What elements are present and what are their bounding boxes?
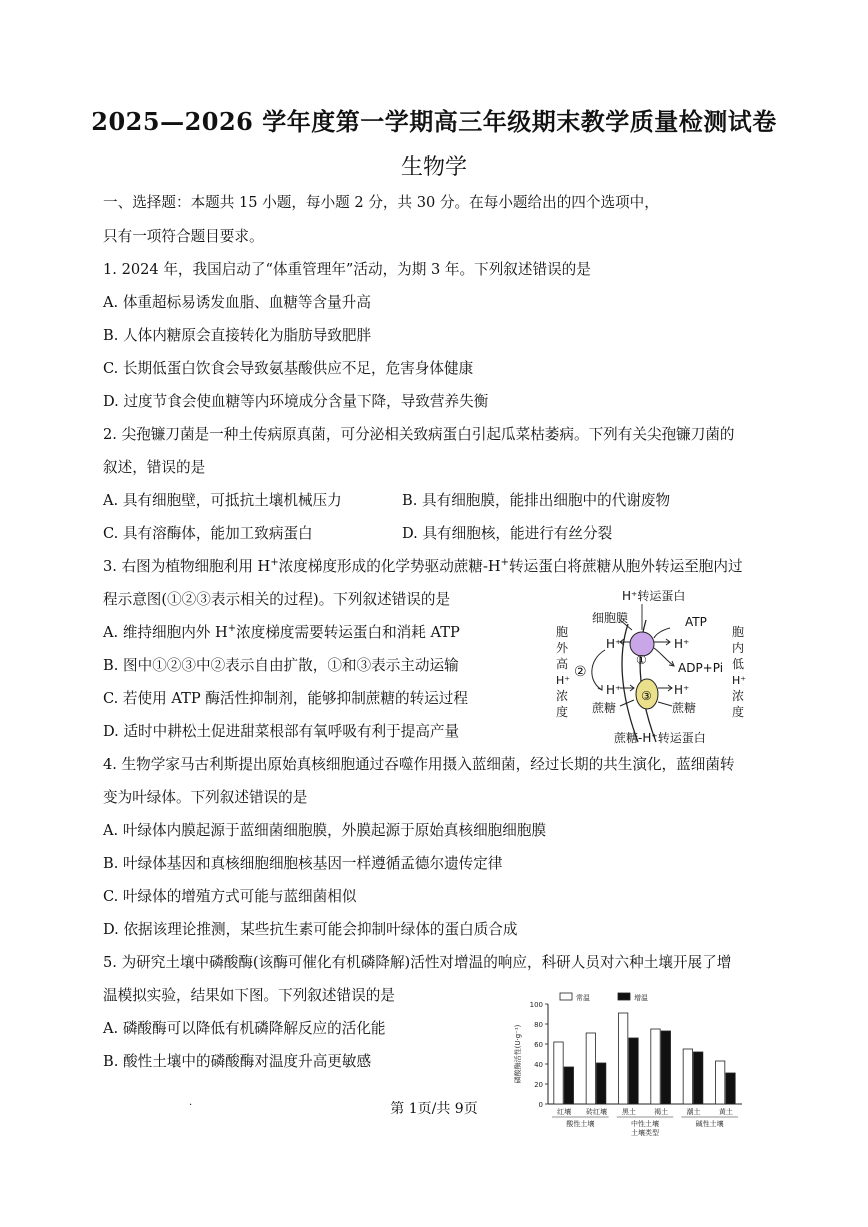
svg-text:胞: 胞	[556, 625, 569, 639]
section-heading-2: 只有一项符合题目要求。	[103, 228, 264, 245]
q1-stem: 1. 2024 年，我国启动了“体重管理年”活动，为期 3 年。下列叙述错误的是	[103, 261, 591, 278]
bar-warming	[694, 1052, 703, 1104]
bar-normal	[554, 1042, 563, 1104]
svg-text:H⁺: H⁺	[556, 674, 571, 687]
q4-stem-1: 4. 生物学家马古利斯提出原始真核细胞通过吞噬作用摄入蓝细菌，经过长期的共生演化，蓝细菌转	[103, 756, 735, 773]
label-sucrose-transporter: 蔗糖-H⁺转运蛋白	[614, 731, 706, 745]
bar-normal	[586, 1033, 595, 1104]
y-axis-label: 磷酸酶活性(U·g⁻¹)	[514, 1024, 522, 1084]
q5-stem-1: 5. 为研究土壤中磷酸酶(该酶可催化有机磷降解)活性对增温的响应，科研人员对六种土壤开展了增	[103, 954, 732, 971]
label-adp: ADP+Pi	[678, 661, 724, 675]
legend-swatch	[618, 993, 630, 1000]
label-h-left-top: H⁺	[606, 637, 622, 651]
svg-text:胞: 胞	[732, 625, 745, 639]
q5-option-b: B. 酸性土壤中的磷酸酶对温度升高更敏感	[103, 1053, 372, 1070]
legend-label: 常温	[576, 994, 590, 1002]
bar-warming	[629, 1038, 638, 1104]
category-label: 黄土	[718, 1108, 733, 1116]
label-p1: ①	[636, 653, 647, 667]
svg-text:浓: 浓	[732, 689, 745, 703]
label-h-right-bottom: H⁺	[674, 683, 690, 697]
q3-stem-1: 3. 右图为植物细胞利用 H+浓度梯度形成的化学势驱动蔗糖-H+转运蛋白将蔗糖从胞外转运至胞内过	[103, 557, 743, 575]
exam-title: 2025—2026 学年度第一学期高三年级期末教学质量检测试卷	[91, 107, 777, 136]
q3-option-a: A. 维持细胞内外 H+浓度梯度需要转运蛋白和消耗 ATP	[103, 623, 460, 641]
inside-label	[732, 625, 746, 719]
q2-stem-2: 叙述，错误的是	[103, 459, 206, 476]
label-h-pump: H⁺转运蛋白	[622, 589, 686, 603]
label-h-left-bottom: H⁺	[606, 683, 622, 697]
q1-option-c: C. 长期低蛋白饮食会导致氨基酸供应不足，危害身体健康	[103, 360, 474, 377]
y-tick-label: 100	[529, 1001, 543, 1009]
footer-dot: ·	[189, 1100, 193, 1111]
group-label: 酸性土壤	[566, 1120, 595, 1128]
svg-text:度: 度	[732, 705, 745, 719]
q3-stem-2: 程示意图(①②③表示相关的过程)。下列叙述错误的是	[103, 591, 451, 608]
q2-option-c: C. 具有溶酶体，能加工致病蛋白	[103, 525, 313, 542]
q4-option-c: C. 叶绿体的增殖方式可能与蓝细菌相似	[103, 888, 357, 905]
y-tick-label: 60	[534, 1041, 543, 1049]
label-p2: ②	[574, 664, 587, 680]
y-tick-label: 0	[538, 1101, 543, 1109]
group-label: 碱性土壤	[695, 1120, 724, 1128]
q2-stem-1: 2. 尖孢镰刀菌是一种土传病原真菌，可分泌相关致病蛋白引起瓜菜枯萎病。下列有关尖孢镰刀菌的	[103, 426, 735, 443]
svg-text:低: 低	[732, 657, 745, 671]
legend-label: 增温	[634, 994, 648, 1002]
category-label: 褐土	[654, 1108, 669, 1116]
label-membrane: 细胞膜	[592, 611, 629, 625]
bar-warming	[661, 1031, 670, 1104]
q2-option-a: A. 具有细胞壁，可抵抗土壤机械压力	[103, 492, 342, 509]
y-tick-label: 20	[534, 1081, 543, 1089]
x-axis-label: 土壤类型	[631, 1129, 659, 1137]
bar-normal	[683, 1049, 692, 1104]
page-number: 第 1页/共 9页	[390, 1101, 478, 1117]
bar-normal	[651, 1029, 660, 1104]
q4-option-d: D. 依据该理论推测，某些抗生素可能会抑制叶绿体的蛋白质合成	[103, 921, 518, 938]
category-label: 砖红壤	[586, 1108, 607, 1116]
label-sucrose-right: 蔗糖	[672, 701, 697, 715]
category-label: 潮土	[686, 1108, 701, 1116]
q3-option-d: D. 适时中耕松土促进甜菜根部有氧呼吸有利于提高产量	[103, 723, 460, 740]
q2-option-b: B. 具有细胞膜，能排出细胞中的代谢废物	[402, 492, 671, 509]
q4-option-a: A. 叶绿体内膜起源于蓝细菌细胞膜，外膜起源于原始真核细胞细胞膜	[103, 822, 547, 839]
bar-normal	[618, 1013, 627, 1104]
label-sucrose-left: 蔗糖	[592, 701, 617, 715]
group-label: 中性土壤	[631, 1120, 659, 1128]
category-label: 红壤	[557, 1108, 572, 1116]
q3-option-c: C. 若使用 ATP 酶活性抑制剂，能够抑制蔗糖的转运过程	[103, 690, 468, 707]
label-h-right-top: H⁺	[674, 637, 690, 651]
q3-option-b: B. 图中①②③中②表示自由扩散，①和③表示主动运输	[103, 657, 459, 674]
y-tick-label: 80	[534, 1021, 543, 1029]
q3-transport-diagram	[550, 584, 750, 746]
q4-option-b: B. 叶绿体基因和真核细胞细胞核基因一样遵循孟德尔遗传定律	[103, 855, 503, 872]
svg-text:度: 度	[556, 705, 569, 719]
exam-subject: 生物学	[400, 155, 467, 180]
q4-stem-2: 变为叶绿体。下列叙述错误的是	[103, 789, 308, 806]
outside-label	[556, 625, 570, 719]
legend-swatch	[560, 993, 572, 1000]
svg-text:浓: 浓	[556, 689, 569, 703]
q1-option-b: B. 人体内糖原会直接转化为脂肪导致肥胖	[103, 327, 372, 344]
label-atp: ATP	[685, 615, 707, 629]
svg-text:内: 内	[732, 641, 745, 655]
svg-text:高: 高	[556, 657, 569, 671]
category-label: 黑土	[621, 1108, 636, 1116]
label-p3: ③	[641, 689, 652, 703]
q2-option-d: D. 具有细胞核，能进行有丝分裂	[402, 525, 613, 542]
q5-stem-2: 温模拟实验，结果如下图。下列叙述错误的是	[103, 987, 395, 1004]
q5-option-a: A. 磷酸酶可以降低有机磷降解反应的活化能	[103, 1020, 386, 1037]
section-heading-1: 一、选择题：本题共 15 小题，每小题 2 分，共 30 分。在每小题给出的四个选项中，	[103, 194, 659, 211]
y-tick-label: 40	[534, 1061, 543, 1069]
svg-text:H⁺: H⁺	[732, 674, 747, 687]
svg-text:外: 外	[556, 641, 569, 655]
q1-option-d: D. 过度节食会使血糖等内环境成分含量下降，导致营养失衡	[103, 393, 489, 410]
q1-option-a: A. 体重超标易诱发血脂、血糖等含量升高	[103, 294, 371, 311]
